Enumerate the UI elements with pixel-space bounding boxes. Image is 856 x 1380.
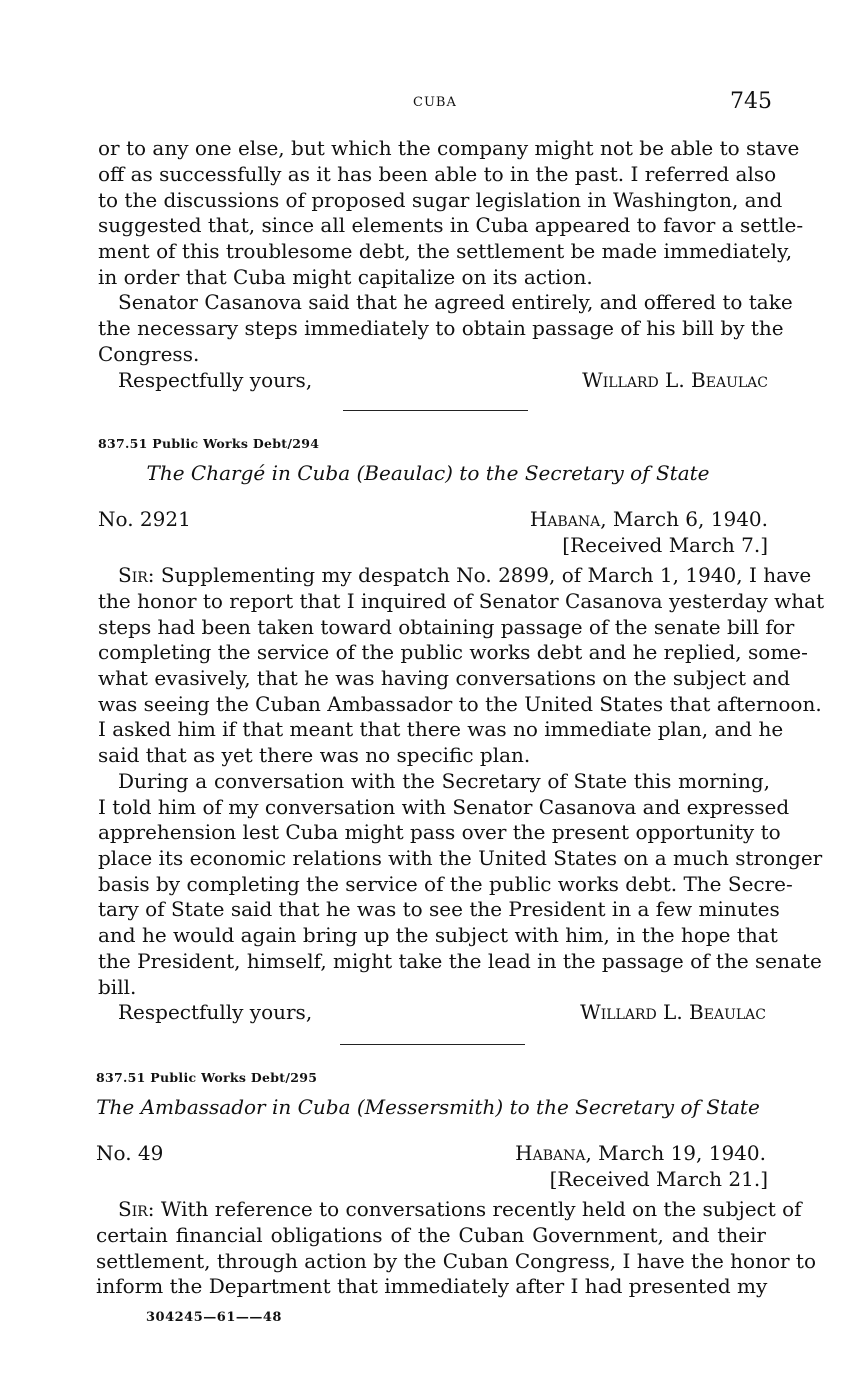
despatch-number: No. 49 — [96, 1141, 164, 1165]
text-line: Senator Casanova said that he agreed entirely, and offered to take — [118, 290, 793, 314]
text-line: in order that Cuba might capitalize on its action. — [98, 265, 593, 289]
place-date — [530, 506, 768, 532]
text-line: bill. — [98, 975, 137, 999]
divider-rule — [340, 1044, 525, 1045]
text-line: and he would again bring up the subject with him, in the hope that — [98, 923, 778, 947]
text-line: ment of this troublesome debt, the settlement be made immediately, — [98, 239, 793, 263]
date: , March 6, 1940. — [600, 507, 768, 531]
text-span: : Supplementing my despatch No. 2899, of March 1, 1940, I have — [147, 563, 812, 587]
signature: Willard L. Beaulac — [580, 1000, 766, 1024]
text-line: was seeing the Cuban Ambassador to the United States that afternoon. — [98, 692, 822, 716]
text-line: basis by completing the service of the public works debt. The Secre- — [98, 872, 793, 896]
text-line: place its economic relations with the United States on a much stronger — [98, 846, 823, 870]
text-line: completing the service of the public works debt and he replied, some- — [98, 640, 808, 664]
signature: Willard L. Beaulac — [582, 368, 768, 392]
text-line: During a conversation with the Secretary of State this morning, — [118, 769, 770, 793]
place: Habana — [515, 1141, 586, 1165]
text-line: the necessary steps immediately to obtain passage of his bill by the — [98, 316, 784, 340]
salutation: Sir — [118, 1197, 148, 1221]
received-date: [Received March 7.] — [562, 533, 768, 557]
text-line: certain financial obligations of the Cuban Government, and their — [96, 1223, 766, 1247]
text-line: tary of State said that he was to see the President in a few minutes — [98, 897, 780, 921]
document-heading: The Chargé in Cuba (Beaulac) to the Secretary of State — [146, 461, 710, 485]
file-reference: 837.51 Public Works Debt/295 — [96, 1070, 318, 1085]
text-line — [118, 1196, 802, 1222]
running-head: CUBA — [413, 95, 457, 110]
text-line: settlement, through action by the Cuban Congress, I have the honor to — [96, 1249, 817, 1273]
text-line: said that as yet there was no specific plan. — [98, 743, 531, 767]
text-line: steps had been taken toward obtaining passage of the senate bill for — [98, 615, 795, 639]
text-line: suggested that, since all elements in Cuba appeared to favor a settle- — [98, 213, 804, 237]
divider-rule — [343, 410, 528, 411]
text-line: off as successfully as it has been able to in the past. I referred also — [98, 162, 777, 186]
text-span: : With reference to conversations recently held on the subject of — [147, 1197, 802, 1221]
page-number: 745 — [730, 89, 772, 114]
text-line: to the discussions of proposed sugar legislation in Washington, and — [98, 188, 783, 212]
closing: Respectfully yours, — [118, 1000, 313, 1024]
text-line — [118, 562, 812, 588]
document-heading: The Ambassador in Cuba (Messersmith) to the Secretary of State — [96, 1095, 760, 1119]
text-line: inform the Department that immediately after I had presented my — [96, 1274, 768, 1298]
text-line: the honor to report that I inquired of Senator Casanova yesterday what — [98, 589, 825, 613]
despatch-number: No. 2921 — [98, 507, 191, 531]
salutation: Sir — [118, 563, 148, 587]
text-line: I told him of my conversation with Senator Casanova and expressed — [98, 795, 790, 819]
date: , March 19, 1940. — [585, 1141, 766, 1165]
text-line: Congress. — [98, 342, 200, 366]
text-line: the President, himself, might take the lead in the passage of the senate — [98, 949, 822, 973]
text-line: what evasively, that he was having conversations on the subject and — [98, 666, 791, 690]
file-reference: 837.51 Public Works Debt/294 — [98, 436, 320, 451]
received-date: [Received March 21.] — [549, 1167, 768, 1191]
place-date — [515, 1140, 766, 1166]
text-line: apprehension lest Cuba might pass over the present opportunity to — [98, 820, 781, 844]
text-line: I asked him if that meant that there was no immediate plan, and he — [98, 717, 784, 741]
closing: Respectfully yours, — [118, 368, 313, 392]
text-line: or to any one else, but which the company might not be able to stave — [98, 136, 800, 160]
place: Habana — [529, 507, 601, 531]
print-code: 304245—61——48 — [146, 1310, 282, 1325]
